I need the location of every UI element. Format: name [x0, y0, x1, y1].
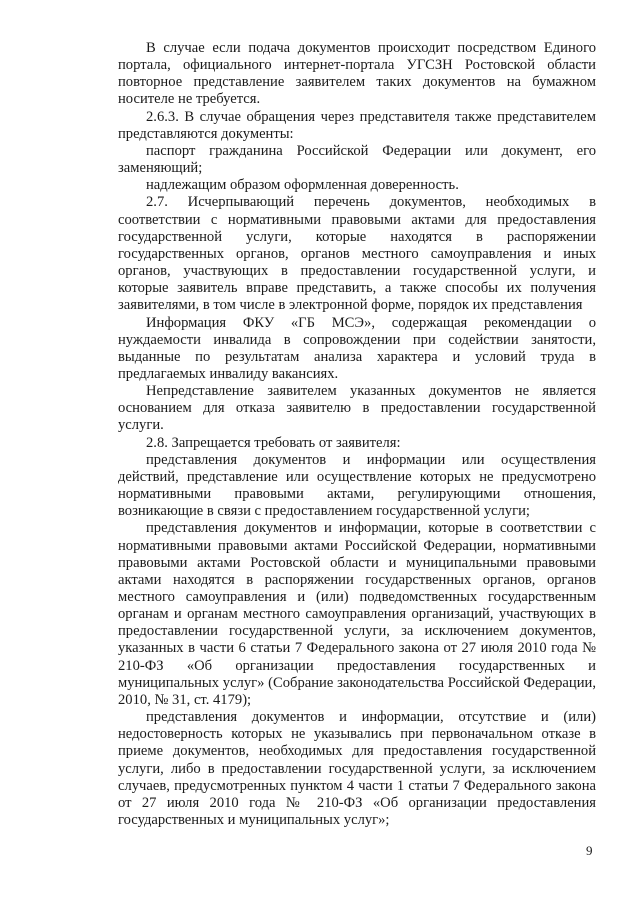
paragraph-passport: паспорт гражданина Российской Федерации или документ, его заменяющий; — [118, 142, 596, 177]
paragraph-2-8: 2.8. Запрещается требовать от заявителя: — [146, 434, 401, 451]
paragraph-2-6-3: 2.6.3. В случае обращения через представителя также представителем представляются документы: — [118, 108, 596, 142]
paragraph-prohibition-2: представления документов и информации, которые в соответствии с нормативными правовыми актами Российской Федерации, нормативными правовыми актами Ростовской области и муниципальными правовыми актами находятся в распоряжении государственных органов, органов местного самоуправления и (или) подведомственных государственным органам и органам местного самоуправления организаций, участвующих в предоставлении государственной услуги, за исключением документов, указанных в части 6 статьи 7 Федерального закона от 27 июля 2010 года № 210-ФЗ «Об организации предоставления государственных и муниципальных услуг» (Собрание законодательства Российской Федерации, 2010, № 31, ст. 4179); — [118, 520, 596, 708]
page-number: 9 — [586, 843, 593, 858]
paragraph-submission-portal: В случае если подача документов происходит посредством Единого портала, официального интернет-портала УГСЗН Ростовской области повторное представление заявителем таких документов на бумажном носителе не требуется. — [118, 40, 596, 108]
paragraph-2-7: 2.7. Исчерпывающий перечень документов, необходимых в соответствии с нормативными правовыми актами для предоставления государственной услуги, которые находятся в распоряжении государственных органов, органов местного самоуправления и иных органов, участвующих в предоставлении государственной услуги, и которые заявитель вправе представить, а также способы их получения заявителями, в том числе в электронной форме, порядок их представления — [118, 194, 596, 314]
paragraph-power-of-attorney: надлежащим образом оформленная доверенность. — [146, 177, 459, 194]
paragraph-prohibition-1: представления документов и информации или осуществления действий, представление или осуществление которых не предусмотрено нормативными правовыми актами, регулирующими отношения, возникающие в связи с предоставлением государственной услуги; — [118, 451, 596, 520]
paragraph-fku-info: Информация ФКУ «ГБ МСЭ», содержащая рекомендации о нуждаемости инвалида в сопровождении при содействии занятости, выданные по результатам анализа характера и условий труда в предлагаемых инвалиду вакансиях. — [118, 314, 596, 382]
paragraph-prohibition-3: представления документов и информации, отсутствие и (или) недостоверность которых не указывались при первоначальном отказе в приеме документов, необходимых для предоставления государственной услуги, либо в предоставлении государственной услуги, за исключением случаев, предусмотренных пунктом 4 части 1 статьи 7 Федерального закона от 27 июля 2010 года № 210-ФЗ «Об организации предоставления государственных и муниципальных услуг»; — [118, 709, 596, 829]
paragraph-non-submission: Непредставление заявителем указанных документов не является основанием для отказа заявителю в предоставлении государственной услуги. — [118, 383, 596, 434]
body-text — [118, 40, 596, 829]
